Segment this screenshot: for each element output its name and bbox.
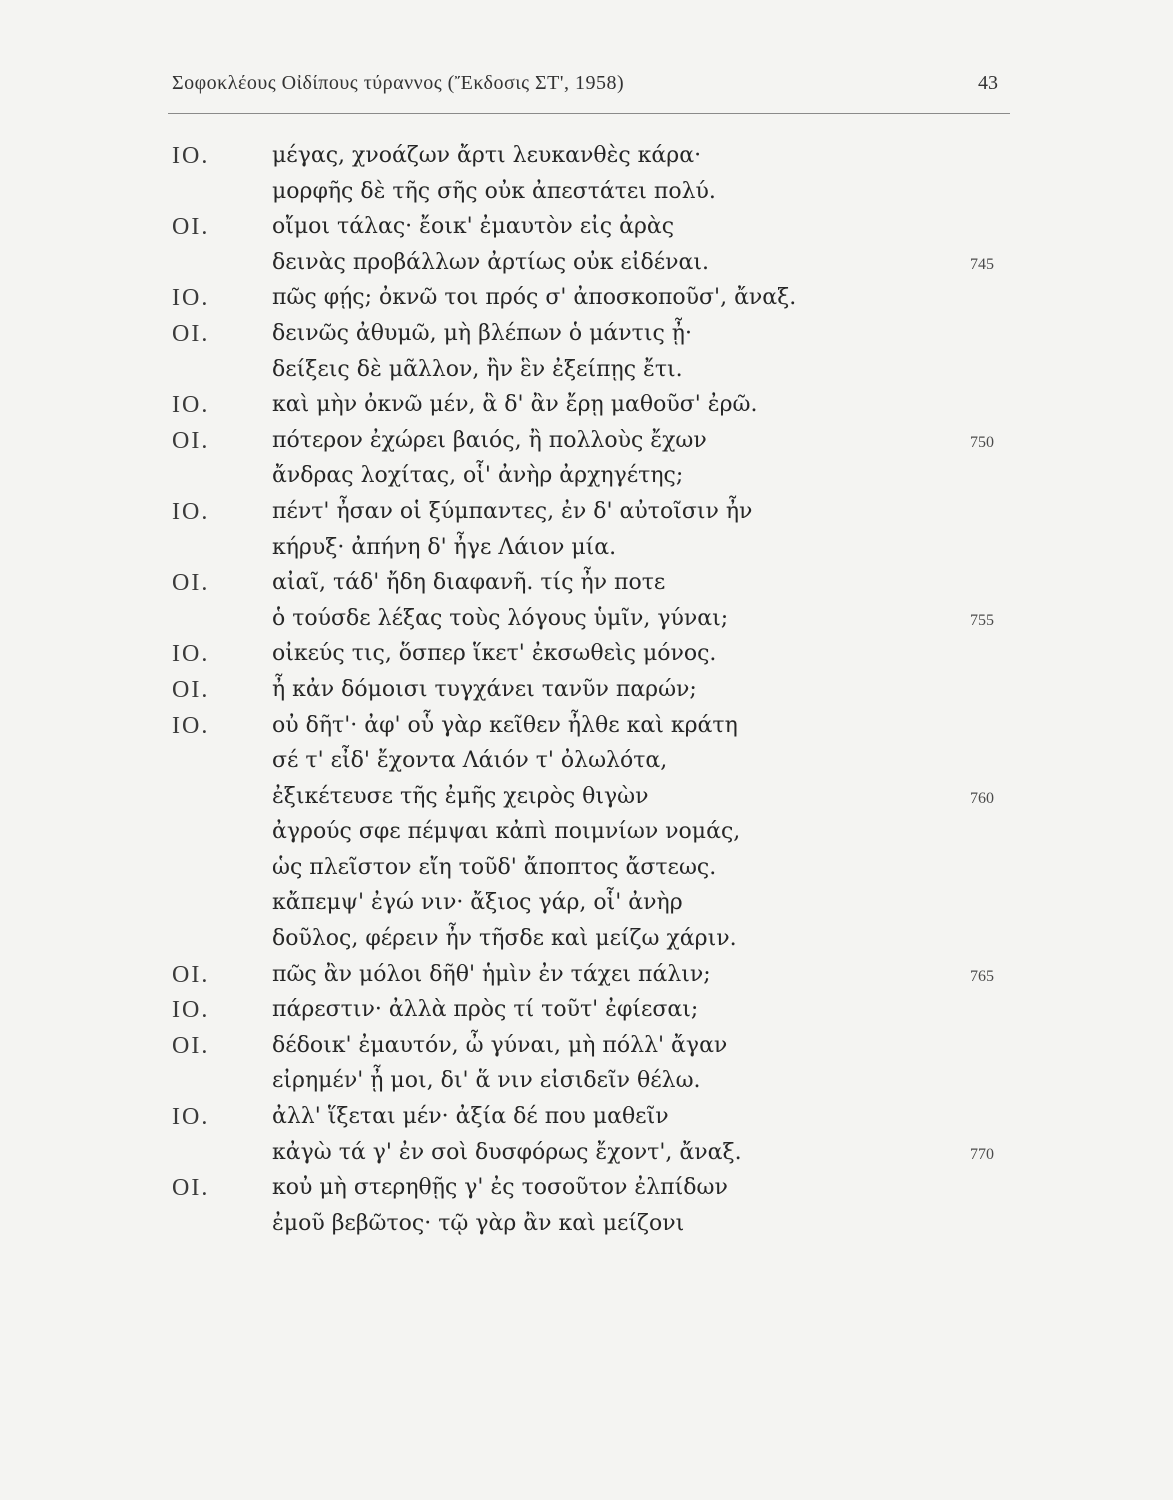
verse-block bbox=[0, 143, 1173, 1246]
verse-line bbox=[0, 855, 1173, 891]
verse-line bbox=[0, 997, 1173, 1033]
verse-text: ὡς πλεῖστον εἴη τοῦδ' ἄποπτος ἄστεως. bbox=[272, 854, 717, 880]
verse-text: δέδοικ' ἐμαυτόν, ὦ γύναι, μὴ πόλλ' ἄγαν bbox=[272, 1032, 728, 1058]
verse-text: κήρυξ· ἀπήνη δ' ἦγε Λάιον μία. bbox=[272, 534, 617, 560]
verse-line bbox=[0, 463, 1173, 499]
line-number: 760 bbox=[970, 789, 994, 807]
line-number: 745 bbox=[970, 255, 994, 273]
verse-line bbox=[0, 962, 1173, 998]
verse-line bbox=[0, 321, 1173, 357]
verse-line bbox=[0, 819, 1173, 855]
verse-line bbox=[0, 713, 1173, 749]
verse-text: εἰρημέν' ᾖ μοι, δι' ἅ νιν εἰσιδεῖν θέλω. bbox=[272, 1068, 701, 1094]
verse-line bbox=[0, 641, 1173, 677]
line-number: 750 bbox=[970, 433, 994, 451]
verse-text: μορφῆς δὲ τῆς σῆς οὐκ ἀπεστάτει πολύ. bbox=[272, 178, 716, 204]
verse-text: δεινὰς προβάλλων ἀρτίως οὐκ εἰδέναι. bbox=[272, 249, 709, 275]
running-title: Σοφοκλέους Οἰδίπους τύραννος (Ἔκδοσις ΣΤ', 1958) bbox=[172, 72, 625, 94]
verse-line bbox=[0, 1140, 1173, 1176]
verse-text: οἴμοι τάλας· ἔοικ' ἐμαυτὸν εἰς ἀρὰς bbox=[272, 214, 675, 240]
verse-line bbox=[0, 570, 1173, 606]
verse-text: αἰαῖ, τάδ' ἤδη διαφανῆ. τίς ἦν ποτε bbox=[272, 570, 666, 596]
line-number: 755 bbox=[970, 611, 994, 629]
verse-line bbox=[0, 1211, 1173, 1247]
verse-text: κἀγὼ τά γ' ἐν σοὶ δυσφόρως ἔχοντ', ἄναξ. bbox=[272, 1139, 742, 1165]
speaker-label: ΙΟ. bbox=[172, 1104, 210, 1131]
speaker-label: ΟΙ. bbox=[172, 427, 210, 454]
speaker-label: ΙΟ. bbox=[172, 997, 210, 1024]
verse-text: δοῦλος, φέρειν ἦν τῆσδε καὶ μείζω χάριν. bbox=[272, 926, 737, 952]
verse-line bbox=[0, 784, 1173, 820]
verse-text: πάρεστιν· ἀλλὰ πρὸς τί τοῦτ' ἐφίεσαι; bbox=[272, 997, 699, 1023]
line-number: 765 bbox=[970, 967, 994, 985]
verse-line bbox=[0, 357, 1173, 393]
speaker-label: ΟΙ. bbox=[172, 214, 210, 241]
verse-line bbox=[0, 214, 1173, 250]
verse-text: πῶς φῄς; ὀκνῶ τοι πρός σ' ἀποσκοποῦσ', ἄναξ. bbox=[272, 285, 797, 311]
verse-text: ἀλλ' ἵξεται μέν· ἀξία δέ που μαθεῖν bbox=[272, 1104, 669, 1130]
verse-line bbox=[0, 250, 1173, 286]
verse-text: κἄπεμψ' ἐγώ νιν· ἄξιος γάρ, οἷ' ἀνὴρ bbox=[272, 890, 683, 916]
verse-line bbox=[0, 392, 1173, 428]
verse-line bbox=[0, 428, 1173, 464]
line-number: 770 bbox=[970, 1145, 994, 1163]
verse-text: πότερον ἐχώρει βαιός, ἢ πολλοὺς ἔχων bbox=[272, 427, 707, 453]
verse-text: οἰκεύς τις, ὅσπερ ἵκετ' ἐκσωθεὶς μόνος. bbox=[272, 641, 717, 667]
speaker-label: ΟΙ. bbox=[172, 1032, 210, 1059]
verse-line bbox=[0, 143, 1173, 179]
verse-line bbox=[0, 1068, 1173, 1104]
verse-text: μέγας, χνοάζων ἄρτι λευκανθὲς κάρα· bbox=[272, 143, 702, 168]
verse-line bbox=[0, 748, 1173, 784]
speaker-label: ΙΟ. bbox=[172, 712, 210, 739]
verse-line bbox=[0, 1033, 1173, 1069]
verse-text: δεινῶς ἀθυμῶ, μὴ βλέπων ὁ μάντις ᾖ· bbox=[272, 320, 692, 346]
verse-line bbox=[0, 890, 1173, 926]
verse-text: σέ τ' εἶδ' ἔχοντα Λάιόν τ' ὀλωλότα, bbox=[272, 748, 668, 774]
verse-text: ἐμοῦ βεβῶτος· τῷ γὰρ ἂν καὶ μείζονι bbox=[272, 1210, 685, 1236]
speaker-label: ΟΙ. bbox=[172, 676, 210, 703]
verse-line bbox=[0, 285, 1173, 321]
verse-text: ἄνδρας λοχίτας, οἷ' ἀνὴρ ἀρχηγέτης; bbox=[272, 463, 684, 489]
verse-text: πῶς ἂν μόλοι δῆθ' ἡμὶν ἐν τάχει πάλιν; bbox=[272, 961, 711, 987]
verse-text: ὁ τούσδε λέξας τοὺς λόγους ὑμῖν, γύναι; bbox=[272, 605, 729, 631]
header-rule bbox=[168, 113, 1010, 114]
verse-text: ἐξικέτευσε τῆς ἐμῆς χειρὸς θιγὼν bbox=[272, 783, 649, 809]
speaker-label: ΟΙ. bbox=[172, 570, 210, 597]
verse-line bbox=[0, 1175, 1173, 1211]
speaker-label: ΙΟ. bbox=[172, 641, 210, 668]
verse-line bbox=[0, 499, 1173, 535]
verse-line bbox=[0, 179, 1173, 215]
speaker-label: ΙΟ. bbox=[172, 392, 210, 419]
speaker-label: ΙΟ. bbox=[172, 143, 210, 169]
verse-text: καὶ μὴν ὀκνῶ μέν, ἃ δ' ἂν ἔρῃ μαθοῦσ' ἐρῶ. bbox=[272, 392, 758, 418]
verse-text: πέντ' ἦσαν οἱ ξύμπαντες, ἐν δ' αὐτοῖσιν ἦν bbox=[272, 498, 753, 524]
verse-text: οὐ δῆτ'· ἀφ' οὗ γὰρ κεῖθεν ἦλθε καὶ κράτη bbox=[272, 712, 738, 738]
page-number: 43 bbox=[978, 72, 998, 94]
verse-text: δείξεις δὲ μᾶλλον, ἢν ἓν ἐξείπῃς ἔτι. bbox=[272, 356, 683, 382]
verse-text: ἦ κἀν δόμοισι τυγχάνει τανῦν παρών; bbox=[272, 676, 697, 702]
verse-line bbox=[0, 606, 1173, 642]
verse-line bbox=[0, 677, 1173, 713]
verse-line bbox=[0, 535, 1173, 571]
verse-text: κοὐ μὴ στερηθῇς γ' ἐς τοσοῦτον ἐλπίδων bbox=[272, 1175, 728, 1201]
speaker-label: ΙΟ. bbox=[172, 498, 210, 525]
speaker-label: ΟΙ. bbox=[172, 1175, 210, 1202]
verse-line bbox=[0, 1104, 1173, 1140]
speaker-label: ΟΙ. bbox=[172, 320, 210, 347]
verse-text: ἀγρούς σφε πέμψαι κἀπὶ ποιμνίων νομάς, bbox=[272, 819, 741, 845]
speaker-label: ΟΙ. bbox=[172, 961, 210, 988]
verse-line bbox=[0, 926, 1173, 962]
speaker-label: ΙΟ. bbox=[172, 285, 210, 312]
